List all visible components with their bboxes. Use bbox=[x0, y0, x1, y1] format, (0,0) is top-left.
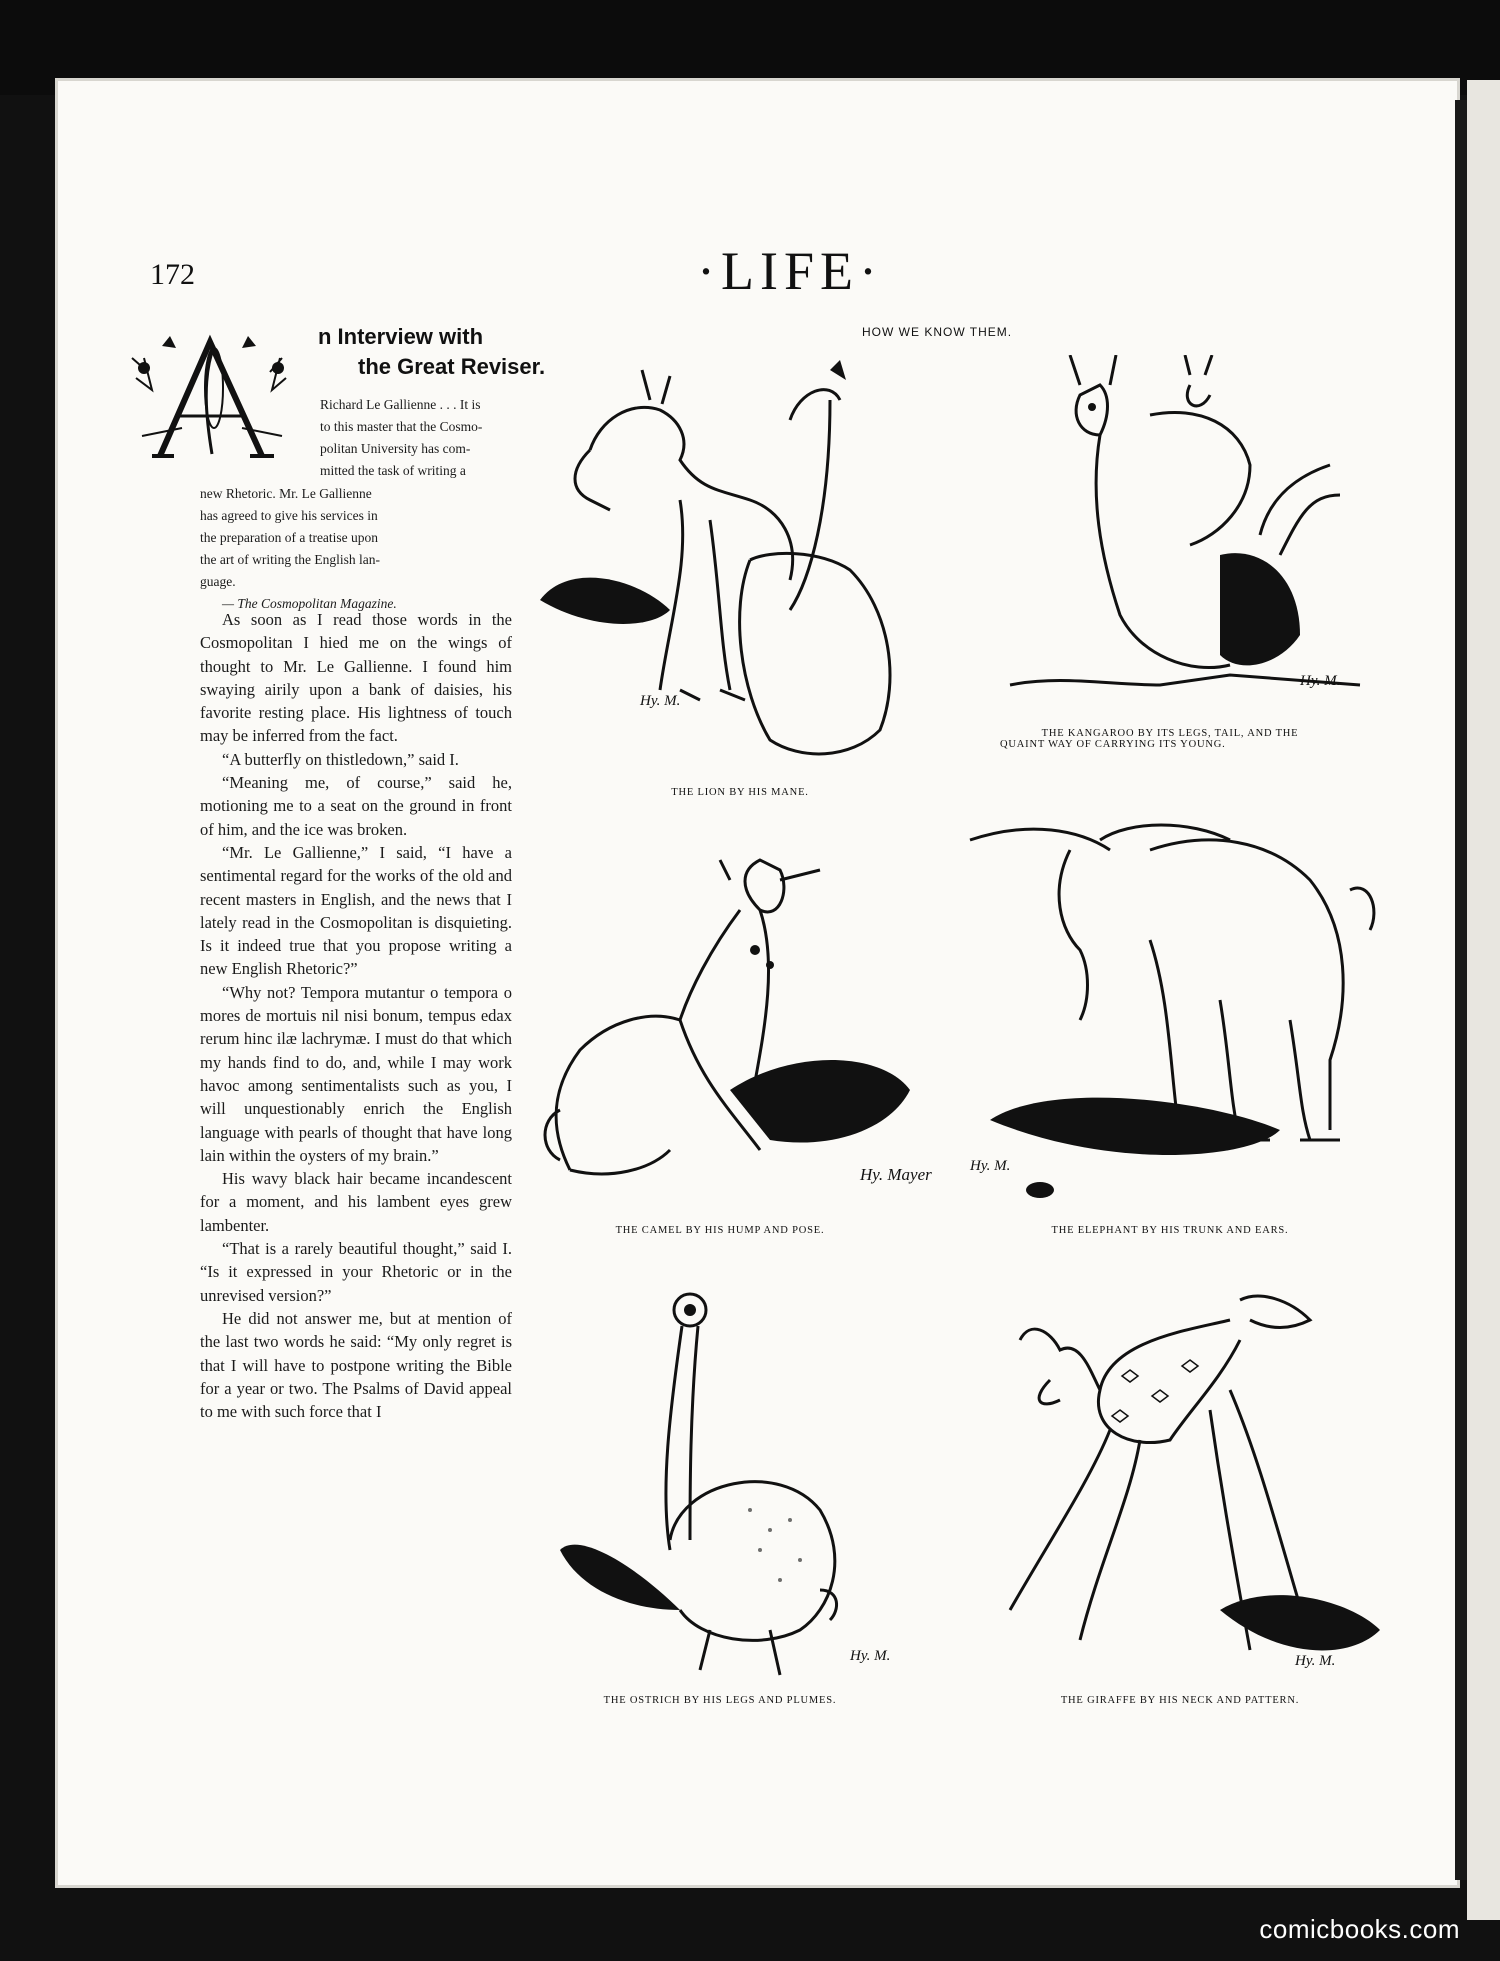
body-paragraph: As soon as I read those words in the Cosmopolitan I hied me on the wings of thought to Mr. Le Gallienne. I found him swaying airily upon a bank of daisies, his favorite resting place. His lightness of touch may be inferred from the fact. bbox=[200, 610, 512, 746]
epigraph-line: guage. bbox=[200, 574, 236, 589]
lion-illustration bbox=[530, 360, 970, 780]
decorative-drop-cap bbox=[122, 328, 302, 460]
caption-giraffe: THE GIRAFFE BY HIS NECK AND PATTERN. bbox=[1060, 1695, 1300, 1706]
giraffe-illustration bbox=[990, 1280, 1390, 1690]
elephant-illustration bbox=[950, 800, 1420, 1220]
page-number: 172 bbox=[150, 258, 195, 291]
epigraph-line: the art of writing the English lan- bbox=[200, 552, 380, 567]
body-paragraph: “Why not? Tempora mutantur o tempora o mores de mortuis nil nisi bonum, tempus edax rerum hinc ilæ lachrymæ. I must do that which my hands find to do, and, while I may work havoc among sentimentalists such as you, I will unquestionably enrich the English language with pearls of thought that have long lain within the oysters of my brain.” bbox=[200, 982, 512, 1165]
artist-signature: Hy. Mayer bbox=[860, 1165, 932, 1184]
epigraph-line: to this master that the Cosmo- bbox=[320, 419, 483, 434]
caption-kangaroo-line-2: QUAINT WAY OF CARRYING ITS YOUNG. bbox=[1000, 739, 1226, 750]
body-paragraph: His wavy black hair became incandescent for a moment, and his lambent eyes grew lambenter. bbox=[200, 1169, 512, 1235]
caption-ostrich: THE OSTRICH BY HIS LEGS AND PLUMES. bbox=[603, 1695, 837, 1706]
body-paragraph: “Mr. Le Gallienne,” I said, “I have a sentimental regard for the works of the old and recent masters in English, and the news that I lately read in the Cosmopolitan is disquieting. Is it indeed true that you propose writing a new English Rhetoric?” bbox=[200, 842, 512, 979]
epigraph-quote-bottom bbox=[200, 483, 535, 615]
caption-kangaroo-line-1: THE KANGAROO BY ITS LEGS, TAIL, AND THE bbox=[1041, 728, 1299, 739]
artist-signature: Hy. M. bbox=[640, 693, 681, 709]
page-gutter-shadow bbox=[1455, 100, 1467, 1880]
camel-illustration bbox=[530, 850, 950, 1230]
artist-signature: Hy. M. bbox=[1300, 673, 1341, 689]
caption-camel: THE CAMEL BY HIS HUMP AND POSE. bbox=[615, 1225, 825, 1236]
caption-elephant: THE ELEPHANT BY HIS TRUNK AND EARS. bbox=[1051, 1225, 1289, 1236]
article-body bbox=[200, 608, 512, 1423]
body-paragraph: “A butterfly on thistledown,” said I. bbox=[222, 749, 459, 769]
cartoon-title: HOW WE KNOW THEM. bbox=[862, 325, 1013, 339]
caption-lion: THE LION BY HIS MANE. bbox=[671, 787, 809, 798]
artist-signature: Hy. M. bbox=[850, 1648, 891, 1664]
ostrich-illustration bbox=[540, 1290, 920, 1690]
epigraph-line: has agreed to give his services in bbox=[200, 508, 378, 523]
masthead-title: ·LIFE· bbox=[697, 241, 883, 301]
epigraph-source: — The Cosmopolitan Magazine. bbox=[222, 596, 397, 611]
epigraph-line: new Rhetoric. Mr. Le Gallienne bbox=[200, 486, 372, 501]
kangaroo-illustration bbox=[1000, 355, 1380, 725]
epigraph-line: mitted the task of writing a bbox=[320, 463, 466, 478]
epigraph-line: Richard Le Gallienne . . . It is bbox=[320, 397, 481, 412]
epigraph-line: politan University has com- bbox=[320, 441, 471, 456]
headline-line-1: n Interview with bbox=[318, 324, 484, 349]
body-paragraph: He did not answer me, but at mention of the last two words he said: “My only regret is that I will have to postpone writing the Bible for a year or two. The Psalms of David appeal to me with such force that I bbox=[200, 1308, 512, 1422]
epigraph-line: the preparation of a treatise upon bbox=[200, 530, 379, 545]
headline-line-2: the Great Reviser. bbox=[358, 354, 546, 379]
caption-kangaroo bbox=[1000, 728, 1340, 750]
body-paragraph: “That is a rarely beautiful thought,” said I. “Is it expressed in your Rhetoric or in the unrevised version?” bbox=[200, 1239, 512, 1305]
artist-signature: Hy. M. bbox=[1295, 1653, 1336, 1669]
artist-signature: Hy. M. bbox=[970, 1158, 1011, 1174]
site-watermark: comicbooks.com bbox=[1259, 1914, 1460, 1944]
body-paragraph: “Meaning me, of course,” said he, motioning me to a seat on the ground in front of him, and the ice was broken. bbox=[200, 773, 512, 839]
adjacent-page-strip bbox=[1467, 80, 1500, 1920]
